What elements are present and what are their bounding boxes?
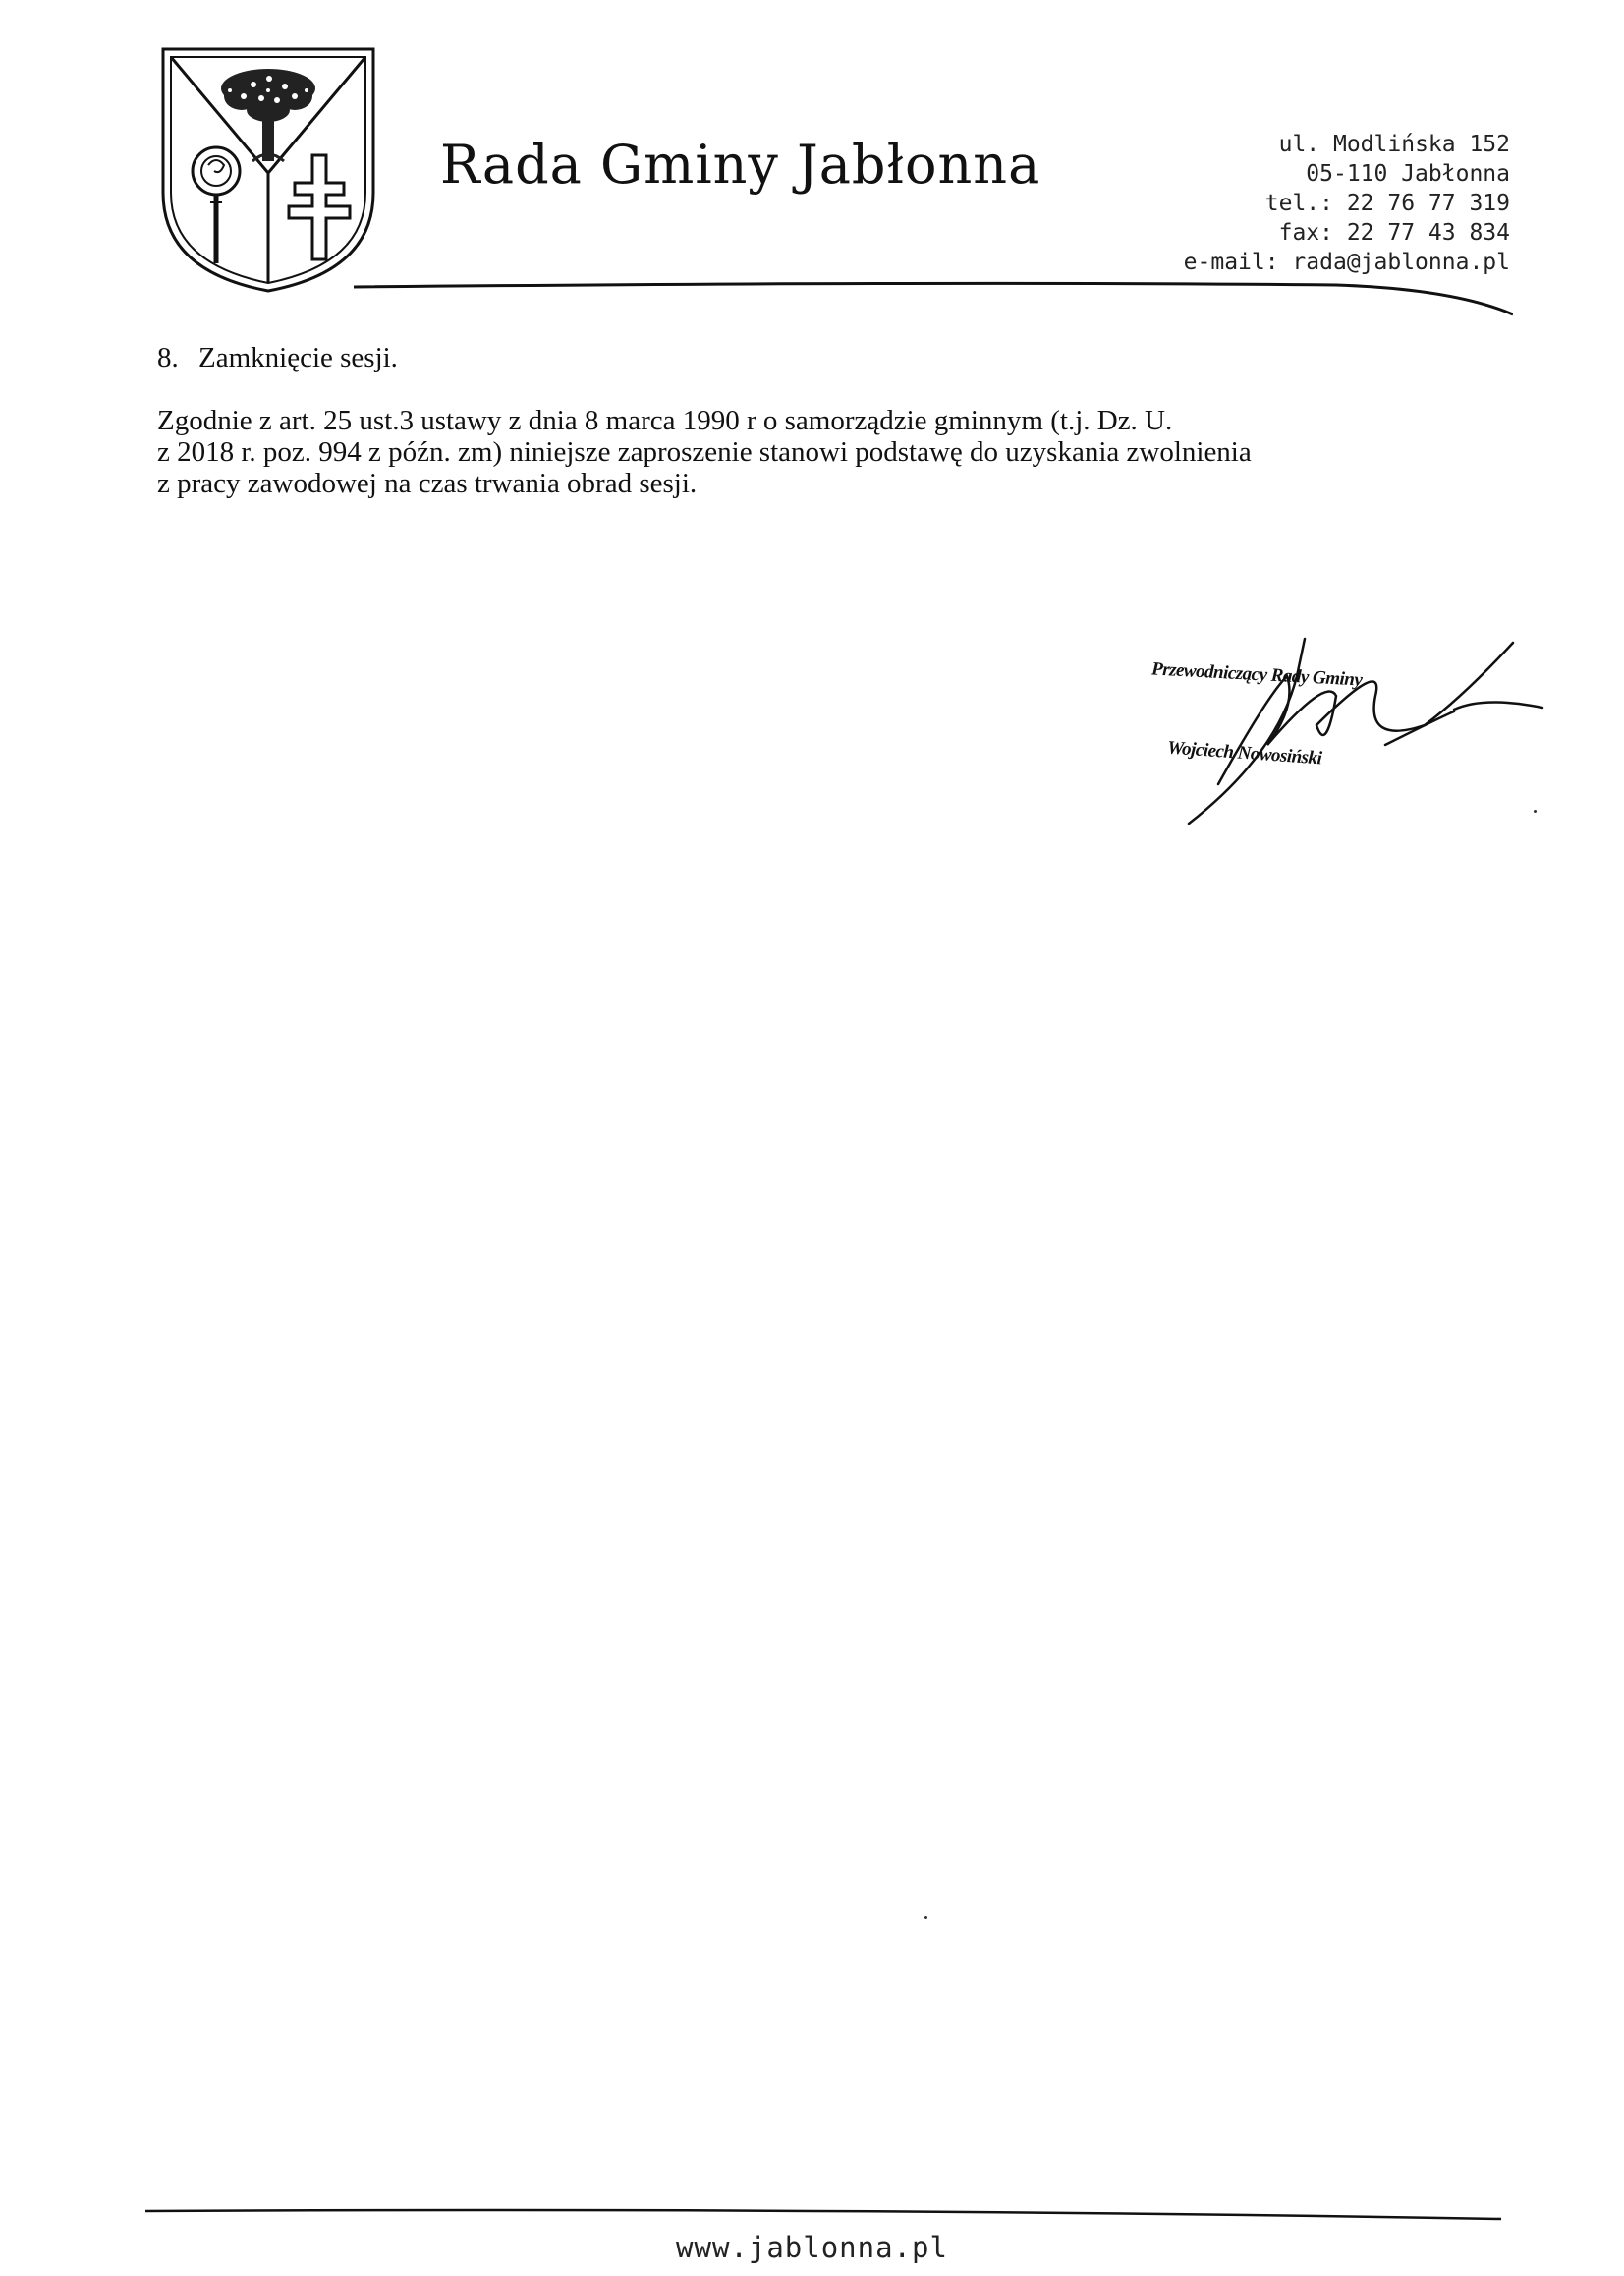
signature-stamp-role: Przewodniczący Rady Gminy bbox=[1150, 658, 1363, 691]
agenda-item-text: Zamknięcie sesji. bbox=[198, 342, 398, 373]
contact-address-block bbox=[1184, 130, 1510, 277]
agenda-item bbox=[157, 338, 1513, 377]
footer-website: www.jablonna.pl bbox=[676, 2231, 948, 2264]
address-phone: tel.: 22 76 77 319 bbox=[1264, 191, 1510, 216]
scan-speck bbox=[924, 1916, 927, 1919]
signature-stamp-name: Wojciech Nowosiński bbox=[1166, 737, 1323, 769]
letter-body bbox=[157, 338, 1513, 499]
agenda-item-number: 8. bbox=[157, 342, 179, 373]
address-fax: fax: 22 77 43 834 bbox=[1278, 220, 1510, 246]
address-email: e-mail: rada@jablonna.pl bbox=[1183, 250, 1510, 275]
header-divider bbox=[354, 275, 1513, 318]
paragraph-line: z pracy zawodowej na czas trwania obrad sesji. bbox=[157, 468, 698, 499]
paragraph-line: z 2018 r. poz. 994 z późn. zm) niniejsze zaproszenie stanowi podstawę do uzyskania zwolnienia bbox=[157, 436, 1252, 468]
legal-basis-paragraph bbox=[157, 405, 1513, 499]
address-street: ul. Modlińska 152 bbox=[1278, 132, 1510, 157]
coat-of-arms-logo bbox=[159, 45, 377, 295]
footer-divider bbox=[145, 2205, 1501, 2229]
paragraph-line: Zgodnie z art. 25 ust.3 ustawy z dnia 8 marca 1990 r o samorządzie gminnym (t.j. Dz. U. bbox=[157, 405, 1173, 436]
organization-title: Rada Gminy Jabłonna bbox=[440, 134, 1041, 196]
address-postal: 05-110 Jabłonna bbox=[1306, 161, 1510, 187]
scan-speck bbox=[1534, 810, 1537, 813]
